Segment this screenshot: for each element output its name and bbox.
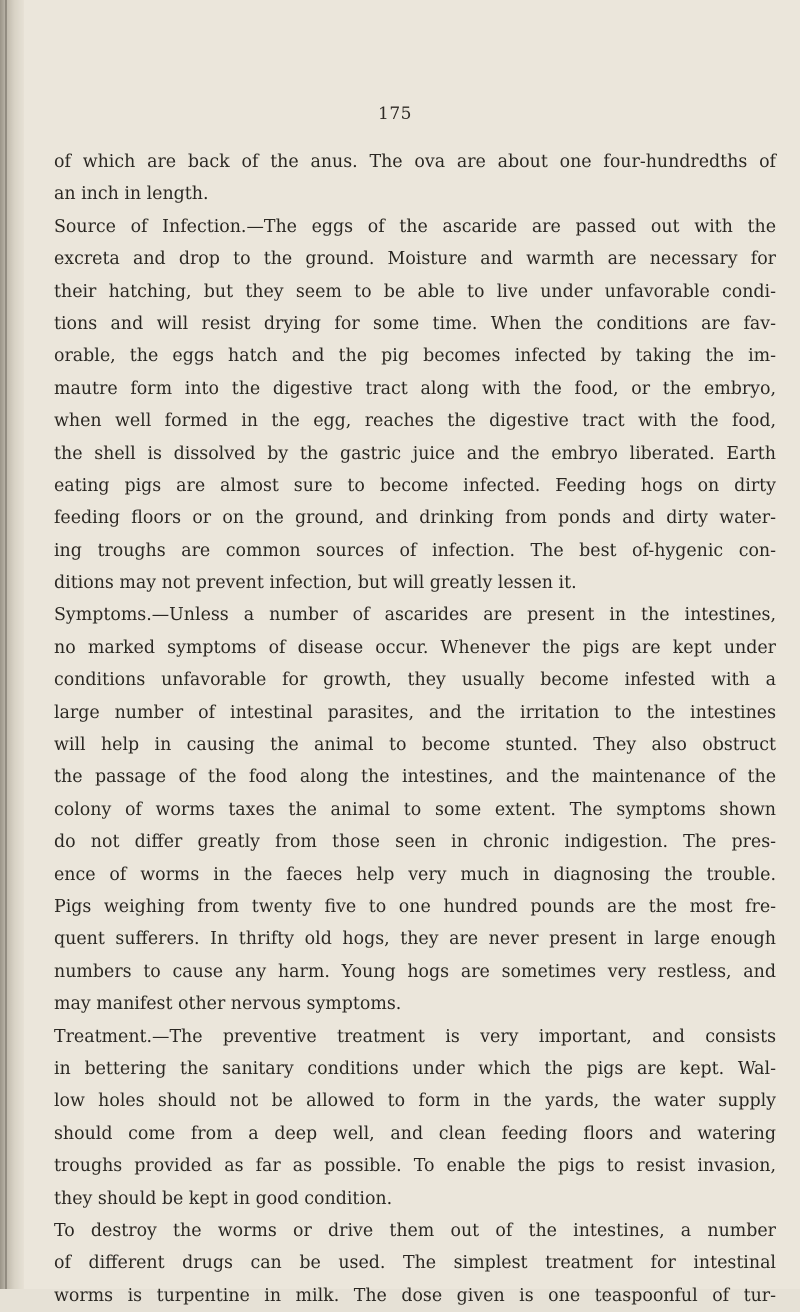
- page-number: 175: [378, 104, 412, 124]
- body-text: [54, 146, 776, 1312]
- text-line: they should be kept in good condition.: [54, 1188, 393, 1209]
- text-line: numbers to cause any harm. Young hogs are sometimes very restless, and: [54, 961, 776, 982]
- text-line: their hatching, but they seem to be able to live under unfavorable condi-: [54, 281, 776, 302]
- text-line: may manifest other nervous symptoms.: [54, 994, 402, 1015]
- text-line: To destroy the worms or drive them out of the intestines, a number: [54, 1220, 776, 1241]
- text-line: ence of worms in the faeces help very much in diagnosing the trouble.: [54, 864, 776, 885]
- text-line: colony of worms taxes the animal to some extent. The symptoms shown: [54, 799, 776, 820]
- text-line: feeding floors or on the ground, and drinking from ponds and dirty water-: [54, 508, 776, 529]
- binding-crease: [5, 0, 7, 1289]
- text-line: eating pigs are almost sure to become infected. Feeding hogs on dirty: [54, 475, 776, 496]
- text-line: conditions unfavorable for growth, they usually become infested with a: [54, 670, 776, 691]
- text-line: in bettering the sanitary conditions under which the pigs are kept. Wal-: [54, 1058, 776, 1079]
- text-line: low holes should not be allowed to form in the yards, the water supply: [54, 1091, 776, 1112]
- text-line: ditions may not prevent infection, but will greatly lessen it.: [54, 573, 577, 594]
- text-line: quent sufferers. In thrifty old hogs, they are never present in large enough: [54, 929, 776, 950]
- page-binding-edge: [0, 0, 24, 1289]
- text-line: an inch in length.: [54, 184, 209, 205]
- text-line: should come from a deep well, and clean feeding floors and watering: [54, 1123, 776, 1144]
- text-line: Symptoms.—Unless a number of ascarides are present in the intestines,: [54, 605, 776, 626]
- text-line: Treatment.—The preventive treatment is very important, and consists: [54, 1026, 776, 1047]
- text-line: orable, the eggs hatch and the pig becomes infected by taking the im-: [54, 346, 776, 367]
- text-line: excreta and drop to the ground. Moisture and warmth are necessary for: [54, 249, 776, 270]
- text-line: worms is turpentine in milk. The dose given is one teaspoonful of tur-: [54, 1285, 776, 1306]
- text-line: when well formed in the egg, reaches the digestive tract with the food,: [54, 411, 776, 432]
- text-line: large number of intestinal parasites, and the irritation to the intestines: [54, 702, 776, 723]
- text-line: the passage of the food along the intestines, and the maintenance of the: [54, 767, 776, 788]
- text-line: ing troughs are common sources of infection. The best of-hygenic con-: [54, 540, 776, 561]
- text-line: no marked symptoms of disease occur. Whenever the pigs are kept under: [54, 637, 776, 658]
- text-line: mautre form into the digestive tract along with the food, or the embryo,: [54, 378, 776, 399]
- text-line: do not differ greatly from those seen in chronic indigestion. The pres-: [54, 832, 776, 853]
- text-line: Pigs weighing from twenty five to one hundred pounds are the most fre-: [54, 896, 776, 917]
- text-line: of different drugs can be used. The simplest treatment for intestinal: [54, 1253, 776, 1274]
- text-line: the shell is dissolved by the gastric juice and the embryo liberated. Earth: [54, 443, 776, 464]
- text-line: will help in causing the animal to become stunted. They also obstruct: [54, 735, 776, 756]
- text-line: troughs provided as far as possible. To enable the pigs to resist invasion,: [54, 1156, 776, 1177]
- text-line: Source of Infection.—The eggs of the ascaride are passed out with the: [54, 216, 776, 237]
- text-line: tions and will resist drying for some time. When the conditions are fav-: [54, 313, 776, 334]
- text-line: of which are back of the anus. The ova are about one four-hundredths of: [54, 152, 776, 172]
